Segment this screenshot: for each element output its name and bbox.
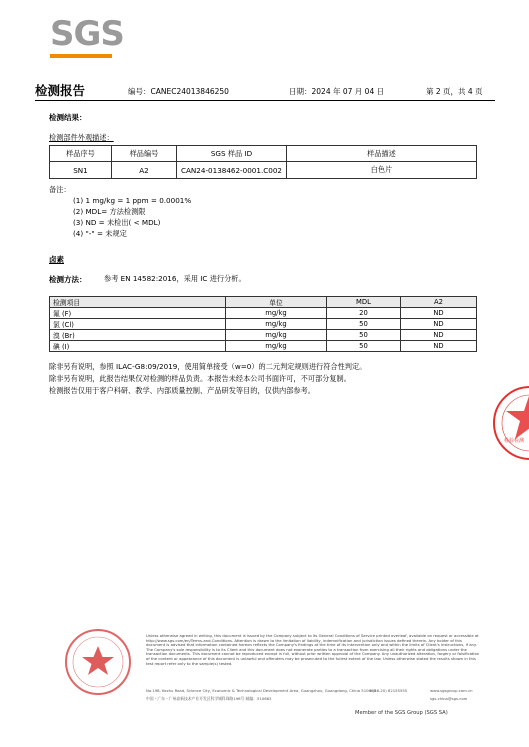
footer-phone: t (86-20) 82155555 <box>370 688 408 693</box>
col-sample-no: 样品编号 <box>112 146 177 162</box>
col-sample-seq: 样品序号 <box>50 146 112 162</box>
col-description: 样品描述 <box>287 146 477 162</box>
logo-bar <box>50 54 112 58</box>
col-a2: A2 <box>401 297 477 308</box>
table-row <box>50 330 477 341</box>
member-text: Member of the SGS Group (SGS SA) <box>355 710 448 716</box>
table-row <box>50 341 477 352</box>
page-number: 第 2 页，共 4 页 <box>426 87 483 96</box>
col-test-item: 检测项目 <box>50 297 226 308</box>
cell: mg/kg <box>226 319 327 330</box>
table-row <box>50 308 477 319</box>
sample-table <box>49 145 477 179</box>
footer-disclaimer: Unless otherwise agreed in writing, this document is issued by the Company subject to its General Conditions of Service printed overleaf, available on request or accessible at http://www.sgs.com/en/Terms-and-Conditions. Attention is drawn to the limitation of liability, indemnification and jurisdiction issues defined therein. Any holder of this document is advised that information contained hereon reflects the Company's findings at the time of its intervention only and within the limits of Client's instructions, if any. The Company's sole responsibility is to its Client and this document does not exonerate parties to a transaction from exercising all their rights and obligations under the transaction documents. This document cannot be reproduced except in full, without prior written approval of the Company. Any unauthorized alteration, forgery or falsification of the content or appearance of this document is unlawful and offenders may be prosecuted to the fullest extent of the law. Unless otherwise stated the results shown in this test report refer only to the sample(s) tested. <box>146 633 480 666</box>
col-sgs-id: SGS 样品 ID <box>177 146 287 162</box>
cell: mg/kg <box>226 330 327 341</box>
cell: 溴 (Br) <box>50 330 226 341</box>
logo-text: SGS <box>50 14 124 54</box>
table-row <box>50 162 477 179</box>
cell: mg/kg <box>226 308 327 319</box>
cell: 氯 (Cl) <box>50 319 226 330</box>
cell: mg/kg <box>226 341 327 352</box>
company-seal <box>64 628 132 696</box>
note-item: (4) "-" = 未规定 <box>73 229 127 238</box>
note-item: (1) 1 mg/kg = 1 ppm = 0.0001% <box>73 196 192 205</box>
cell: 白色片 <box>287 162 477 179</box>
statement-line: 除非另有说明，参照 ILAC-G8:09/2019，使用简单接受（w=0）的二元判定规则进行符合性判定。 <box>49 362 367 371</box>
results-heading: 检测结果： <box>49 113 87 122</box>
note-item: (3) ND = 未检出( < MDL) <box>73 218 161 227</box>
footer-email[interactable]: sgs.china@sgs.com <box>430 696 468 701</box>
appearance-heading: 检测部件外观描述： <box>49 133 114 142</box>
cell: SN1 <box>50 162 112 179</box>
cell: ND <box>401 308 477 319</box>
method-label: 检测方法： <box>49 275 87 284</box>
report-number: 编号：CANEC24013846250 <box>128 87 229 96</box>
footer-address-en: No.198, Kezhu Road, Science City, Economic & Technological Development Area, Guangzhou, Guangdong, China 510663 <box>146 688 376 693</box>
cell: 50 <box>327 330 401 341</box>
col-unit: 单位 <box>226 297 327 308</box>
report-title: 检测报告 <box>35 83 86 98</box>
notes-heading: 备注： <box>49 185 71 194</box>
cell: 碘 (I) <box>50 341 226 352</box>
table-header-row <box>50 297 477 308</box>
header-divider <box>35 100 495 101</box>
method-text: 参考 EN 14582:2016，采用 IC 进行分析。 <box>104 274 246 283</box>
report-date: 日期：2024 年 07 月 04 日 <box>289 87 385 96</box>
statement-line: 检测报告仅用于客户科研、教学、内部质量控制、产品研发等目的，仅供内部参考。 <box>49 386 315 395</box>
statement-line: 除非另有说明，此报告结果仅对检测的样品负责。本报告未经本公司书面许可，不可部分复制。 <box>49 374 351 383</box>
cell: A2 <box>112 162 177 179</box>
table-row <box>50 319 477 330</box>
seal-text: 检验检测 <box>504 438 525 444</box>
cell: 氟 (F) <box>50 308 226 319</box>
col-mdl: MDL <box>327 297 401 308</box>
halogen-heading: 卤素 <box>49 255 64 264</box>
sgs-logo <box>50 14 124 60</box>
result-table <box>49 296 477 352</box>
cell: 50 <box>327 341 401 352</box>
footer-website[interactable]: www.sgsgroup.com.cn <box>430 688 473 693</box>
cell: ND <box>401 319 477 330</box>
cell: CAN24-0138462-0001.C002 <box>177 162 287 179</box>
cell: ND <box>401 341 477 352</box>
footer-address-cn: 中国・广东・广州高新技术产业开发区科学城科珠路198号 邮编：510663 <box>146 696 272 701</box>
cell: ND <box>401 330 477 341</box>
cell: 20 <box>327 308 401 319</box>
table-header-row <box>50 146 477 162</box>
inspection-seal <box>492 365 529 483</box>
cell: 50 <box>327 319 401 330</box>
note-item: (2) MDL= 方法检测限 <box>73 207 146 216</box>
